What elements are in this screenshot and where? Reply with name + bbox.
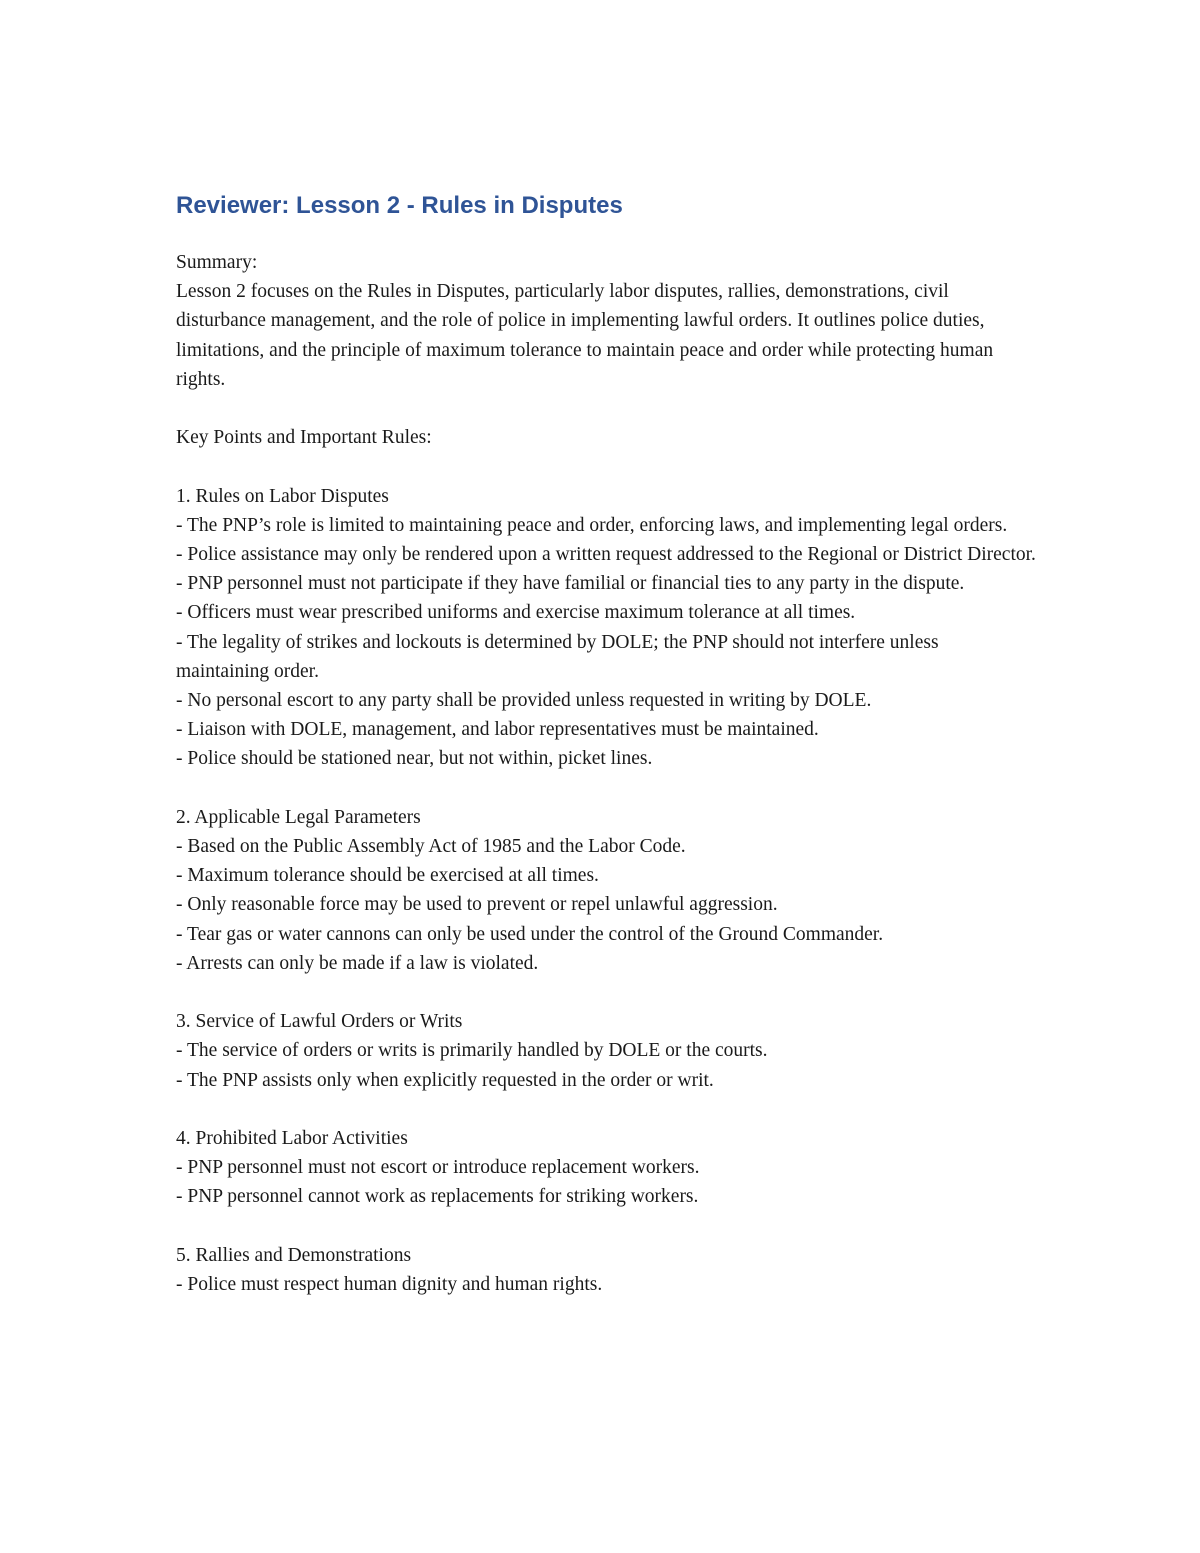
section-heading: 3. Service of Lawful Orders or Writs (176, 1011, 463, 1033)
list-item: - Police must respect human dignity and human rights. (176, 1274, 603, 1296)
list-item: - Police assistance may only be rendered upon a written request addressed to the Regional or District Director. (176, 544, 1036, 565)
key-points-label: Key Points and Important Rules: (176, 427, 432, 449)
section-items (176, 1153, 1036, 1211)
list-item: - Maximum tolerance should be exercised at all times. (176, 865, 599, 887)
summary-label: Summary: (176, 252, 258, 273)
section-lawful-orders (176, 1007, 1036, 1095)
spacer (176, 394, 1036, 423)
section-items (176, 511, 1036, 774)
section-items (176, 1036, 1036, 1094)
section-rallies (176, 1241, 1036, 1299)
list-item: - No personal escort to any party shall be provided unless requested in writing by DOLE. (176, 690, 872, 712)
spacer (176, 774, 1036, 803)
spacer (176, 978, 1036, 1007)
list-item: - The PNP assists only when explicitly requested in the order or writ. (176, 1069, 714, 1091)
list-item: - Police should be stationed near, but not within, picket lines. (176, 748, 653, 770)
document-content (176, 190, 1036, 1299)
section-items (176, 832, 1036, 978)
list-item: - Liaison with DOLE, management, and labor representatives must be maintained. (176, 719, 819, 741)
document-title: Reviewer: Lesson 2 - Rules in Disputes (176, 192, 623, 219)
list-item: - PNP personnel must not escort or introduce replacement workers. (176, 1157, 700, 1179)
spacer (176, 1212, 1036, 1241)
section-prohibited-activities (176, 1124, 1036, 1212)
list-item: - The legality of strikes and lockouts is determined by DOLE; the PNP should not interfere unless maintaining order. (176, 631, 939, 682)
section-heading: 5. Rallies and Demonstrations (176, 1244, 412, 1266)
list-item: - The service of orders or writs is primarily handled by DOLE or the courts. (176, 1040, 768, 1062)
list-item: - Tear gas or water cannons can only be used under the control of the Ground Commander. (176, 923, 884, 945)
list-item: - PNP personnel cannot work as replacements for striking workers. (176, 1186, 699, 1208)
section-labor-disputes (176, 482, 1036, 774)
list-item: - Based on the Public Assembly Act of 1985 and the Labor Code. (176, 836, 686, 858)
list-item: - Only reasonable force may be used to prevent or repel unlawful aggression. (176, 894, 778, 916)
section-items (176, 1270, 1036, 1299)
list-item: - Officers must wear prescribed uniforms and exercise maximum tolerance at all times. (176, 602, 856, 624)
list-item: - The PNP’s role is limited to maintaining peace and order, enforcing laws, and implementing legal orders. (176, 514, 1008, 536)
spacer (176, 452, 1036, 481)
section-heading: 4. Prohibited Labor Activities (176, 1128, 408, 1150)
summary-text: Lesson 2 focuses on the Rules in Disputes, particularly labor disputes, rallies, demonstrations, civil disturbance management, and the role of police in implementing lawful orders. It outlines police duties, limitations, and the principle of maximum tolerance to maintain peace and order while protecting human rights. (176, 281, 994, 390)
list-item: - Arrests can only be made if a law is violated. (176, 952, 539, 974)
section-legal-parameters (176, 803, 1036, 978)
section-heading: 1. Rules on Labor Disputes (176, 485, 389, 507)
spacer (176, 1095, 1036, 1124)
section-heading: 2. Applicable Legal Parameters (176, 806, 421, 828)
list-item: - PNP personnel must not participate if they have familial or financial ties to any party in the dispute. (176, 573, 965, 595)
